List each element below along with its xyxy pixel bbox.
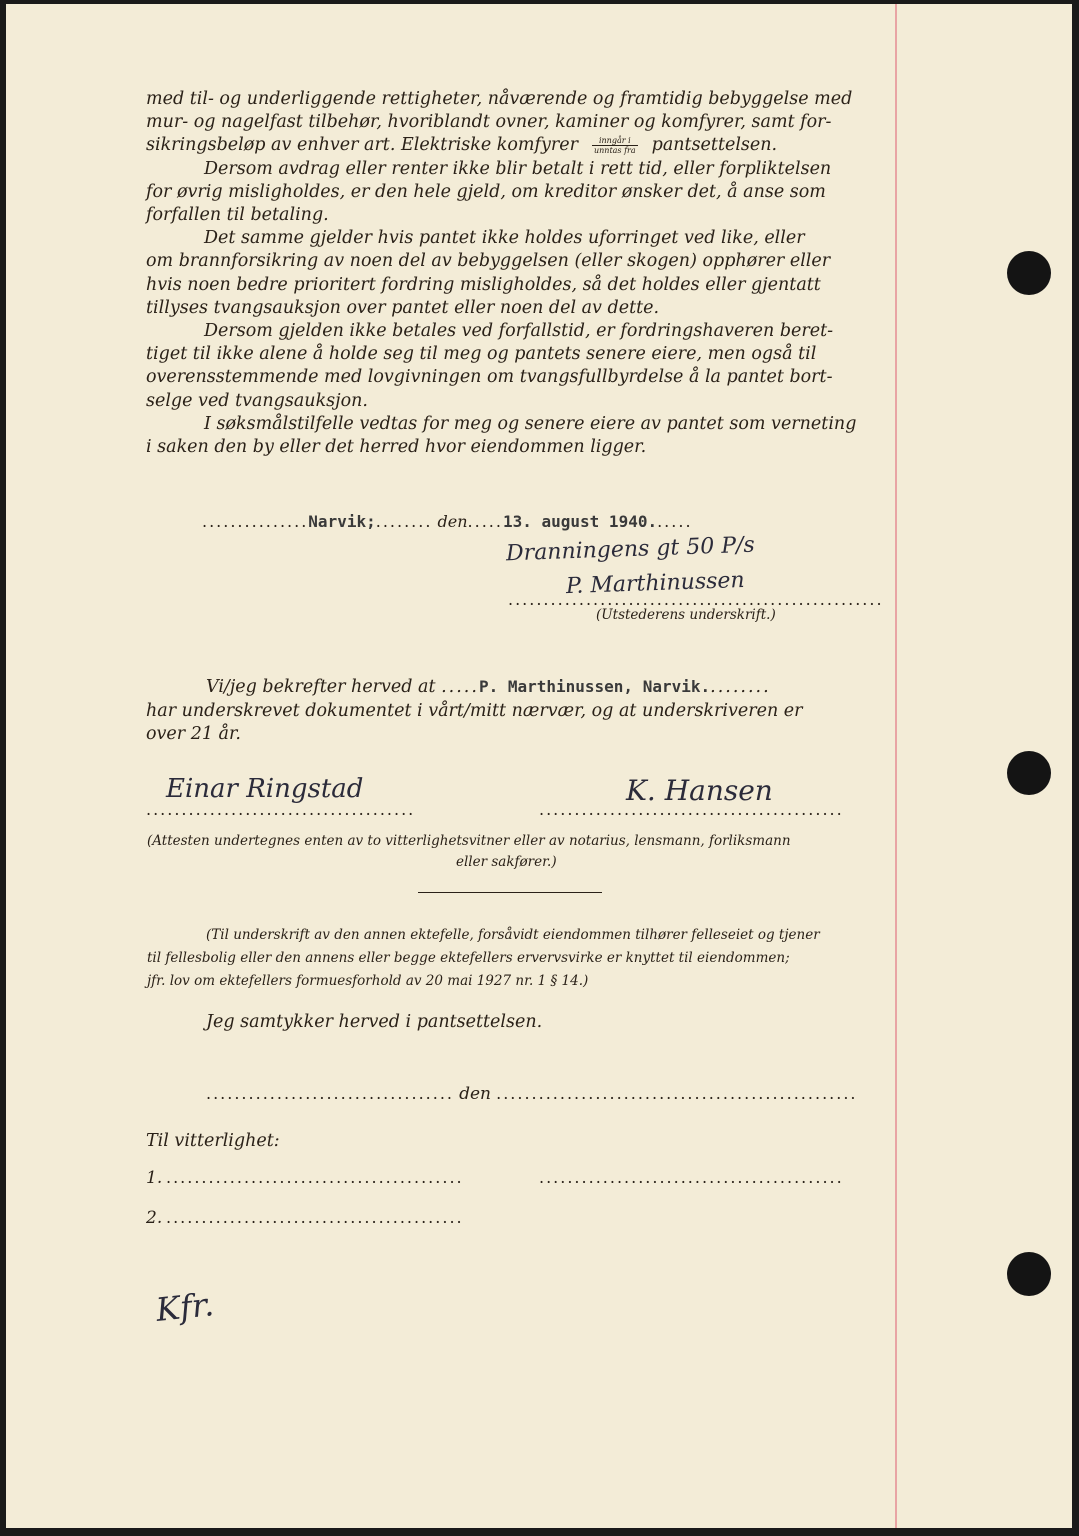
spouse-note-2: til fellesbolig eller den annens eller begge ektefellers ervervsvirke er knyttet til eiendommen; [147,950,790,966]
attestation-line2: har underskrevet dokumentet i vårt/mitt nærvær, og at underskriveren er [146,701,803,721]
paragraph-2: Dersom avdrag eller renter ikke blir betalt i rett tid, eller forpliktelsen for øvrig misligholdes, er den hele gjeld, om kreditor ønsker det, å anse som forfallen til betaling. [146,158,832,226]
paragraph-4: Dersom gjelden ikke betales ved forfallstid, er fordringshaveren beret- tiget til ikke alene å holde seg til meg og pantets senere eiere, men også til overensstemmende med lovgivningen om tvangsfullbyrdelse å la pantet bort- selge ved tvangsauksjon. [146,321,834,411]
attestation-caption-2: eller sakfører.) [456,854,557,870]
attestation-caption-1: (Attesten undertegnes enten av to vitterlighetsvitner eller av notarius, lensmann, forliksmann [147,833,791,849]
paragraph-1 [146,88,876,158]
text-line: mur- og nagelfast tilbehør, hvoriblandt ovner, kaminer og komfyrer, samt for- [146,112,832,133]
witness-signature-1: Einar Ringstad [166,774,364,804]
witness-number-2: 2. [146,1208,163,1228]
text-line: med til- og underliggende rettigheter, nåværende og framtidig bebyggelse med [146,89,853,109]
witness-blank-1a: .......................................... [166,1168,464,1187]
margin-rule [895,4,897,1528]
divider [418,892,602,893]
text-line: pantsettelsen. [651,135,778,156]
punch-hole [1007,1252,1051,1296]
den-label: den [459,1084,492,1104]
attestation-line1: Vi/jeg bekrefter herved at .....P. Marthinussen, Narvik......... [206,677,771,697]
fraction-choice: $\frac{\text{inngår i}}{\text{unntas fra}}$ [593,136,636,156]
witness-heading: Til vitterlighet: [146,1131,280,1151]
witness-number-1: 1. [146,1168,163,1188]
witness-blank-1b: ........................................... [539,1168,844,1187]
margin-note: Kfr. [154,1285,216,1329]
handwritten-address: Dranningens gt 50 P/s [505,532,756,567]
attestation-line3: over 21 år. [146,724,241,744]
paragraph-5: I søksmålstilfelle vedtas for meg og senere eiere av pantet som verneting i saken den by eller det herred hvor eiendommen ligger. [146,413,857,458]
issuer-signature: P. Marthinussen [565,567,746,600]
document-page [6,4,1072,1528]
den-label: den [437,512,468,531]
witness-signature-2: K. Hansen [626,774,773,807]
place: Narvik; [308,512,376,531]
spouse-note-1: (Til underskrift av den annen ektefelle, forsåvidt eiendommen tilhører felleseiet og tjener [206,927,820,943]
spouse-note-3: jfr. lov om ektefellers formuesforhold av 20 mai 1927 nr. 1 § 14.) [147,973,589,989]
witness-blank-2: .......................................... [166,1208,464,1227]
signature-caption: (Utstederens underskrift.) [596,607,776,623]
place-date-line: ...............Narvik;........ den.....13. august 1940...... [202,512,693,531]
punch-hole [1007,251,1051,295]
spouse-date-line: ................................... den ................................................... [206,1084,858,1104]
text-line: sikringsbeløp av enhver art. Elektriske komfyrer [146,135,578,156]
paragraph-3: Det samme gjelder hvis pantet ikke holdes uforringet ved like, eller om brannforsikring av noen del av bebyggelsen (eller skogen) opphører eller hvis noen bedre prioritert fordring misligholdes, så det holdes eller gjentatt tillyses tvangsauksjon over pantet eller noen del av dette. [146,228,831,318]
attested-name: P. Marthinussen, Narvik. [478,677,711,696]
witness-line-2: ........................................... [539,800,844,819]
spouse-consent: Jeg samtykker herved i pantsettelsen. [206,1012,543,1032]
punch-hole [1007,751,1051,795]
witness-line-1: ...................................... [146,800,416,819]
body-text [146,88,876,459]
signature-dotted-line: ..................................................... [508,590,884,609]
date: 13. august 1940. [502,512,658,531]
